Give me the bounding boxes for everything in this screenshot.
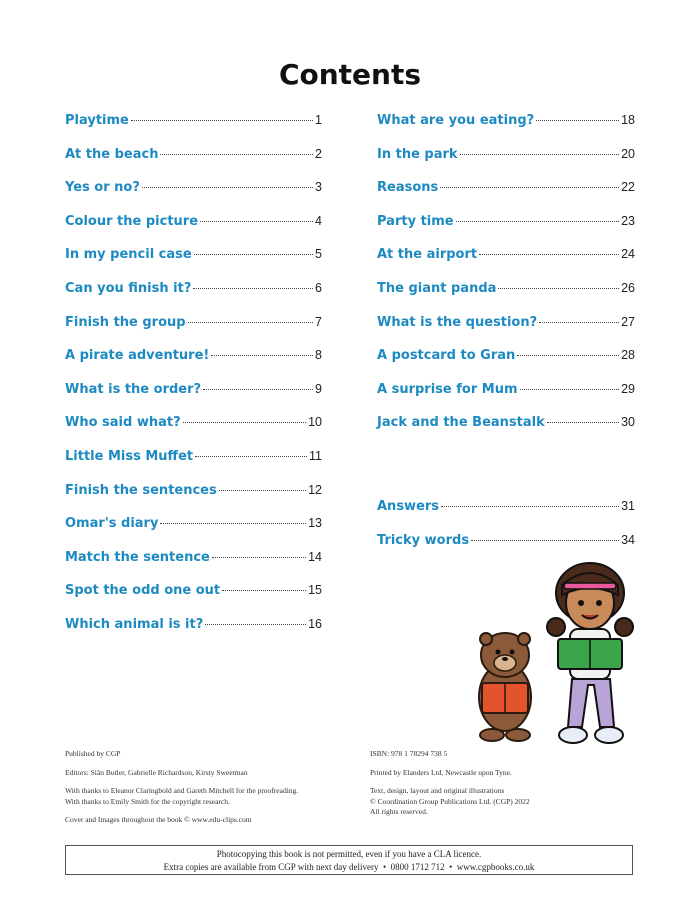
- toc-dot-leader: [200, 220, 313, 222]
- toc-entry: [65, 550, 322, 584]
- toc-entry-title: Reasons: [377, 180, 439, 196]
- toc-entry-title: Match the sentence: [65, 549, 210, 565]
- toc-entry: [65, 247, 322, 281]
- toc-entry: [377, 382, 635, 416]
- toc-entry: [65, 180, 322, 214]
- toc-entry-title: A pirate adventure!: [65, 348, 210, 364]
- photocopy-notice: Photocopying this book is not permitted, even if you have a CLA licence.: [216, 849, 482, 859]
- isbn: ISBN: 978 1 78294 738 5: [370, 749, 448, 758]
- toc-entry-page-number: 23: [621, 213, 635, 228]
- toc-entry: [65, 214, 322, 248]
- toc-entry: [65, 617, 322, 651]
- toc-entry-title: Who said what?: [65, 415, 181, 431]
- toc-entry: [65, 315, 322, 349]
- toc-entry-title: Playtime: [65, 113, 129, 128]
- toc-entry-page-number: 13: [308, 516, 322, 531]
- toc-dot-leader: [479, 253, 619, 255]
- toc-entry-page-number: 4: [315, 213, 322, 228]
- toc-dot-leader: [131, 119, 313, 121]
- toc-entry-title: Jack and the Beanstalk: [377, 415, 545, 431]
- toc-dot-leader: [456, 220, 619, 222]
- toc-right-column: [377, 113, 635, 566]
- toc-entry-title: What are you eating?: [377, 113, 535, 128]
- extra-copies-notice: Extra copies are available from CGP with next day delivery • 0800 1712 712 • www.cgpbooks.co.uk: [163, 862, 535, 872]
- toc-entry: [65, 113, 322, 147]
- toc-dot-leader: [517, 354, 619, 356]
- toc-dot-leader: [539, 321, 619, 323]
- toc-entry-title: In my pencil case: [65, 247, 192, 263]
- toc-dot-leader: [195, 455, 307, 457]
- toc-entry-title: Colour the picture: [65, 213, 199, 229]
- toc-dot-leader: [219, 489, 306, 491]
- toc-entry-page-number: 10: [308, 415, 322, 430]
- toc-entry: [65, 147, 322, 181]
- toc-entry: [377, 147, 635, 181]
- toc-dot-leader: [536, 119, 619, 121]
- toc-entry-page-number: 11: [309, 448, 322, 463]
- toc-entry-page-number: 16: [308, 616, 322, 631]
- toc-entry-page-number: 6: [315, 280, 322, 295]
- toc-dot-leader: [441, 505, 619, 507]
- toc-gap: [377, 449, 635, 499]
- toc-entry-title: Yes or no?: [65, 180, 140, 196]
- photocopy-notice-box: [65, 845, 633, 875]
- toc-entry-page-number: 15: [308, 583, 322, 598]
- toc-dot-leader: [160, 522, 306, 524]
- toc-entry: [377, 348, 635, 382]
- toc-entry: [377, 247, 635, 281]
- toc-entry-page-number: 34: [621, 532, 635, 547]
- published-by: Published by CGP: [65, 749, 121, 758]
- toc-entry-title: What is the order?: [65, 381, 202, 397]
- toc-entry-title: A postcard to Gran: [377, 348, 516, 364]
- toc-dot-leader: [183, 421, 306, 423]
- toc-entry-title: Omar's diary: [65, 516, 159, 532]
- toc-entry: [65, 281, 322, 315]
- toc-entry-title: Tricky words: [377, 532, 470, 548]
- toc-dot-leader: [142, 186, 313, 188]
- toc-entry-page-number: 26: [621, 280, 635, 295]
- toc-entry-page-number: 14: [308, 549, 322, 564]
- toc-entry: [377, 499, 635, 533]
- toc-entry-page-number: 7: [315, 314, 322, 329]
- copyright-line-1: Text, design, layout and original illustrations: [370, 786, 505, 795]
- publication-info-left: [65, 749, 345, 834]
- toc-dot-leader: [440, 186, 619, 188]
- toc-entry-page-number: 28: [621, 348, 635, 363]
- toc-dot-leader: [194, 253, 313, 255]
- toc-entry-title: The giant panda: [377, 280, 497, 296]
- toc-dot-leader: [471, 539, 619, 541]
- copyright-line-2: © Coordination Group Publications Ltd. (CGP) 2022: [370, 796, 530, 806]
- toc-entry-title: Which animal is it?: [65, 616, 204, 632]
- toc-entry-title: In the park: [377, 146, 458, 162]
- toc-entry: [65, 516, 322, 550]
- toc-entry-page-number: 31: [621, 498, 635, 513]
- toc-entry-page-number: 29: [621, 381, 635, 396]
- toc-entry-page-number: 9: [315, 381, 322, 396]
- toc-dot-leader: [205, 623, 306, 625]
- thanks-proofreading: With thanks to Eleanor Claringbold and Gareth Mitchell for the proofreading.: [65, 786, 299, 795]
- beaver-figure: [479, 633, 531, 741]
- toc-dot-leader: [498, 287, 619, 289]
- toc-entry-page-number: 2: [315, 146, 322, 161]
- toc-entry: [65, 415, 322, 449]
- toc-entry: [377, 315, 635, 349]
- toc-dot-leader: [460, 153, 620, 155]
- toc-entry-page-number: 3: [315, 180, 322, 195]
- rights-reserved: All rights reserved.: [370, 807, 428, 816]
- toc-entry: [65, 483, 322, 517]
- toc-entry-title: Little Miss Muffet: [65, 448, 194, 464]
- toc-entry-page-number: 24: [621, 247, 635, 262]
- girl-figure: [547, 563, 633, 743]
- toc-entry: [377, 281, 635, 315]
- editors: Editors: Siân Butler, Gabrielle Richardson, Kirsty Sweetman: [65, 767, 248, 777]
- toc-entry: [377, 113, 635, 147]
- toc-dot-leader: [188, 321, 313, 323]
- toc-entry-page-number: 5: [315, 247, 322, 262]
- toc-dot-leader: [520, 388, 620, 390]
- toc-entry: [377, 180, 635, 214]
- toc-entry-page-number: 8: [315, 348, 322, 363]
- toc-dot-leader: [203, 388, 313, 390]
- toc-dot-leader: [212, 556, 306, 558]
- toc-entry: [377, 415, 635, 449]
- toc-entry-title: Answers: [377, 498, 440, 514]
- toc-entry-page-number: 18: [621, 113, 635, 127]
- toc-left-column: [65, 113, 322, 651]
- toc-entry: [65, 382, 322, 416]
- toc-entry-title: What is the question?: [377, 314, 538, 330]
- toc-entry: [65, 449, 322, 483]
- toc-dot-leader: [211, 354, 313, 356]
- toc-dot-leader: [547, 421, 619, 423]
- toc-entry-page-number: 1: [315, 113, 322, 127]
- toc-entry: [377, 214, 635, 248]
- toc-entry: [65, 583, 322, 617]
- toc-entry: [65, 348, 322, 382]
- images-credit: Cover and Images throughout the book © www.edu-clips.com: [65, 815, 252, 824]
- toc-dot-leader: [193, 287, 313, 289]
- toc-entry-page-number: 30: [621, 415, 635, 430]
- toc-entry-title: A surprise for Mum: [377, 381, 518, 397]
- toc-entry-title: Party time: [377, 213, 454, 229]
- toc-entry-title: At the airport: [377, 247, 478, 263]
- toc-entry-title: Can you finish it?: [65, 280, 192, 296]
- toc-entry-title: At the beach: [65, 146, 159, 162]
- toc-entry-page-number: 20: [621, 146, 635, 161]
- toc-entry-title: Finish the sentences: [65, 482, 217, 498]
- publication-info-right: [370, 749, 640, 826]
- thanks-copyright: With thanks to Emily Smith for the copyright research.: [65, 796, 230, 806]
- girl-and-beaver-reading-illustration: [472, 555, 647, 750]
- toc-entry-page-number: 12: [308, 482, 322, 497]
- toc-entry-title: Finish the group: [65, 314, 186, 330]
- toc-dot-leader: [160, 153, 313, 155]
- toc-entry-title: Spot the odd one out: [65, 583, 221, 599]
- toc-dot-leader: [222, 589, 306, 591]
- toc-entry-page-number: 27: [621, 314, 635, 329]
- toc-entry-page-number: 22: [621, 180, 635, 195]
- printer: Printed by Elanders Ltd, Newcastle upon Tyne.: [370, 767, 512, 777]
- page-title: Contents: [278, 58, 422, 91]
